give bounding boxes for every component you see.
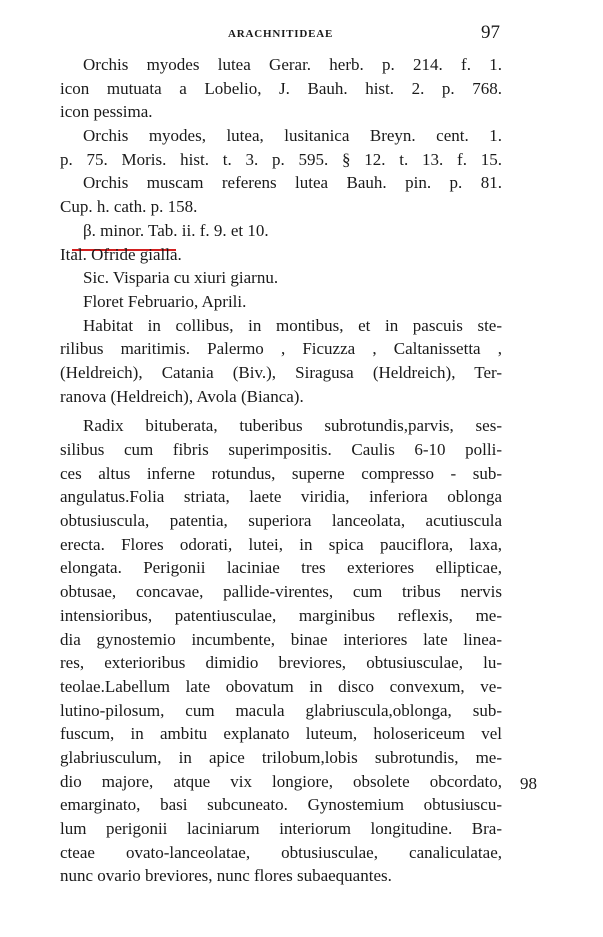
- description-line: fuscum, in ambitu explanato luteum, holosericeum vel: [60, 724, 502, 744]
- description-line: elongata. Perigonii laciniae tres exteriores ellipticae,: [60, 558, 502, 578]
- flowering-line: Floret Februario, Aprili.: [83, 291, 247, 311]
- habitat-line: rilibus maritimis. Palermo , Ficuzza , Caltanissetta ,: [60, 339, 502, 359]
- description-line: dia gynostemio incumbente, binae interiores late linea-: [60, 629, 502, 649]
- description-line: emarginato, basi subcuneato. Gynostemium obtusiuscu-: [60, 795, 502, 815]
- description-line: dio majore, atque vix longiore, obsolete obcordato,: [60, 771, 502, 791]
- description-paragraph: [60, 414, 502, 888]
- description-line: glabriusculum, in apice trilobum,lobis subrotundis, me-: [60, 747, 502, 767]
- margin-page-number: 98: [520, 774, 537, 793]
- variety-line: β. minor. Tab. ii. f. 9. et 10.: [83, 220, 269, 240]
- description-line: angulatus.Folia striata, laete viridia, inferiora oblonga: [60, 487, 502, 507]
- synonym-line: Orchis muscam referens lutea Bauh. pin. p. 81.: [83, 173, 502, 193]
- running-head: ARACHNITIDEAE: [228, 28, 334, 40]
- synonym-line: Cup. h. cath. p. 158.: [60, 197, 198, 217]
- synonym-line: p. 75. Moris. hist. t. 3. p. 595. § 12. t. 13. f. 15.: [60, 149, 502, 169]
- description-line: intensioribus, patentiusculae, marginibus reflexis, me-: [60, 605, 502, 625]
- description-line: ces altus inferne rotundus, superne compresso - sub-: [60, 463, 502, 483]
- description-line: Radix bituberata, tuberibus subrotundis,parvis, ses-: [83, 416, 502, 436]
- description-line: erecta. Flores odorati, lutei, in spica pauciflora, laxa,: [60, 534, 502, 554]
- habitat-line: (Heldreich), Catania (Biv.), Siragusa (Heldreich), Ter-: [60, 362, 502, 382]
- description-line: obtusiuscula, patentia, superiora lanceolata, acutiuscula: [60, 511, 502, 531]
- italian-name-line: Ital. Ofride gialla.: [60, 244, 182, 264]
- description-line: silibus cum fibris superimpositis. Caulis 6-10 polli-: [60, 440, 502, 459]
- sicilian-name-line: Sic. Visparia cu xiuri giarnu.: [83, 268, 279, 288]
- synonym-line: icon mutuata a Lobelio, J. Bauh. hist. 2. p. 768.: [60, 78, 502, 98]
- synonym-line: Orchis myodes, lutea, lusitanica Breyn. cent. 1.: [83, 126, 502, 146]
- description-line: obtusae, concavae, pallide-virentes, cum tribus nervis: [60, 582, 502, 602]
- description-line: lutino-pilosum, cum macula glabriuscula,oblonga, sub-: [60, 700, 502, 720]
- description-line: teolae.Labellum late obovatum in disco convexum, ve-: [60, 676, 502, 696]
- synonym-line: Orchis myodes lutea Gerar. herb. p. 214. f. 1.: [83, 55, 502, 74]
- description-line: res, exterioribus dimidio breviores, obtusiusculae, lu-: [60, 653, 502, 673]
- body-text: [60, 53, 502, 888]
- habitat-paragraph: [60, 314, 502, 409]
- page-header: [60, 22, 500, 46]
- description-line: nunc ovario breviores, nunc flores subaequantes.: [60, 866, 392, 886]
- habitat-line: ranova (Heldreich), Avola (Bianca).: [60, 386, 304, 406]
- synonym-block: [60, 53, 502, 314]
- synonym-line: icon pessima.: [60, 102, 153, 122]
- description-line: cteae ovato-lanceolatae, obtusiusculae, canaliculatae,: [60, 842, 502, 862]
- page-number: 97: [481, 22, 500, 43]
- description-line: lum perigonii laciniarum interiorum longitudine. Bra-: [60, 819, 502, 838]
- habitat-line: Habitat in collibus, in montibus, et in pascuis ste-: [83, 315, 502, 335]
